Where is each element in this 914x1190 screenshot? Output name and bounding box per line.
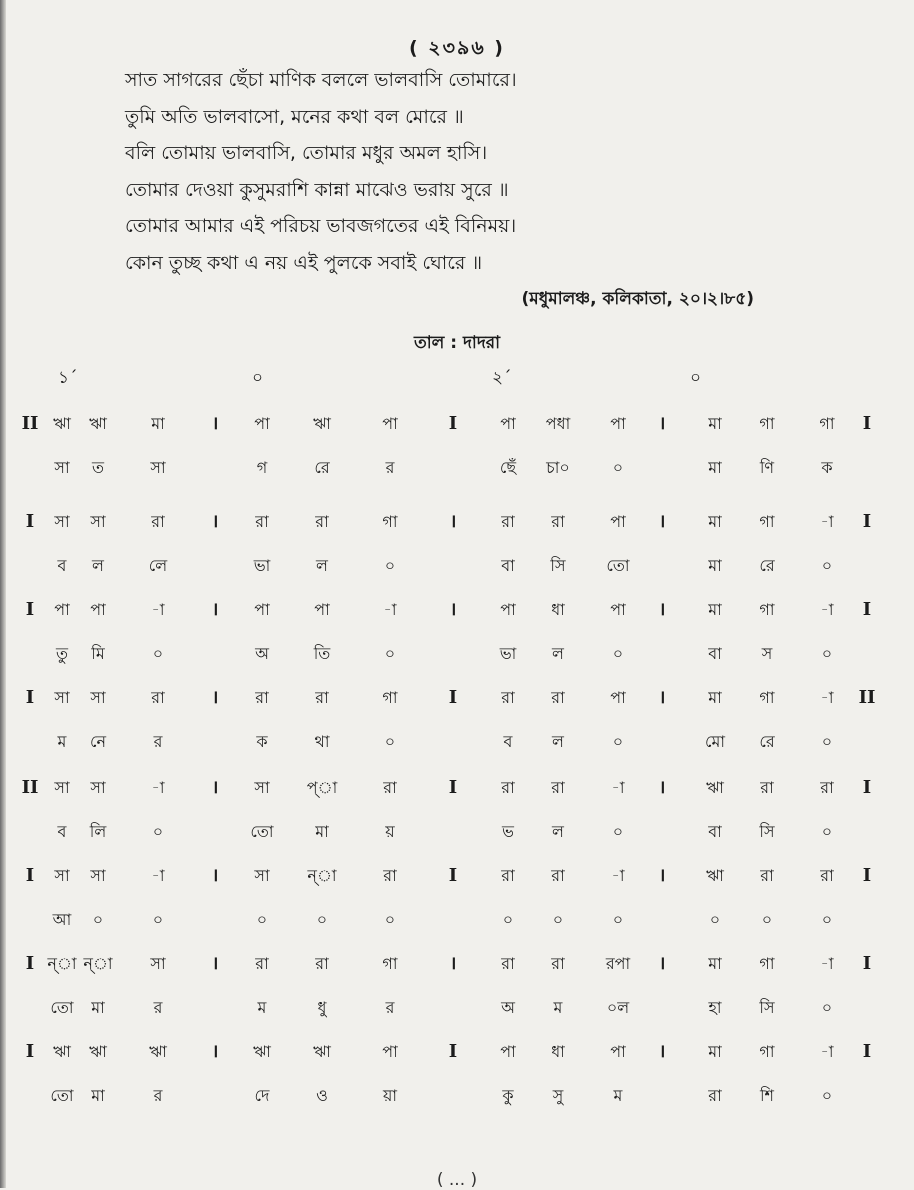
- beat-mark: ০: [690, 368, 702, 388]
- note-row: [0, 504, 914, 540]
- syllable-cell: মো: [704, 732, 726, 751]
- note-cell: মা: [708, 954, 722, 973]
- syllable-cell: ০: [761, 910, 773, 929]
- note-row: [0, 406, 914, 442]
- bar-line: ।: [449, 953, 457, 974]
- bar-line: ।: [449, 599, 457, 620]
- bar-line: ।: [658, 511, 666, 532]
- syllable-cell: য়: [385, 822, 395, 841]
- syllable-cell: নে: [89, 732, 107, 751]
- syllable-cell: য়া: [382, 1086, 398, 1105]
- note-cell: ঋা: [253, 1042, 271, 1061]
- note-cell: সা: [90, 778, 106, 797]
- syllable-cell: তো: [50, 998, 74, 1017]
- syllable-cell: ম: [57, 732, 67, 751]
- note-cell: রা: [501, 778, 515, 797]
- note-cell: ঋা: [89, 414, 107, 433]
- note-row: [0, 680, 914, 716]
- bar-line: ।: [658, 953, 666, 974]
- note-cell: রা: [383, 866, 397, 885]
- note-cell: পা: [610, 512, 626, 531]
- syllable-cell: ব: [503, 732, 513, 751]
- note-cell: পা: [54, 600, 70, 619]
- syllable-row: [0, 724, 914, 760]
- note-cell: গা: [759, 954, 775, 973]
- note-cell: রা: [501, 866, 515, 885]
- syllable-cell: তো: [606, 556, 630, 575]
- syllable-cell: র: [153, 998, 163, 1017]
- syllable-cell: সা: [150, 458, 166, 477]
- syllable-cell: রা: [708, 1086, 722, 1105]
- syllable-cell: ০: [384, 644, 396, 663]
- note-cell: পা: [610, 414, 626, 433]
- note-cell: -া: [820, 512, 834, 531]
- bar-line: ।: [658, 599, 666, 620]
- notation-block: [0, 940, 914, 1026]
- note-cell: পা: [254, 600, 270, 619]
- note-cell: -া: [151, 866, 165, 885]
- note-cell: মা: [708, 414, 722, 433]
- syllable-cell: ০: [316, 910, 328, 929]
- syllable-cell: মা: [315, 822, 329, 841]
- note-cell: রা: [255, 512, 269, 531]
- syllable-cell: ০ল: [606, 998, 630, 1017]
- syllable-cell: ম: [613, 1086, 623, 1105]
- beat-mark: ১´: [58, 368, 78, 388]
- bar-line: I: [862, 865, 872, 886]
- syllable-cell: মা: [91, 1086, 105, 1105]
- bar-line: ।: [658, 777, 666, 798]
- syllable-cell: ম: [257, 998, 267, 1017]
- bar-line: ।: [211, 687, 219, 708]
- source-citation: (মধুমালঞ্চ, কলিকাতা, ২০।২।৮৫): [521, 289, 754, 309]
- syllable-cell: ০: [821, 644, 833, 663]
- note-cell: গা: [759, 512, 775, 531]
- notation-block: [0, 674, 914, 760]
- note-cell: -া: [151, 600, 165, 619]
- bar-line: I: [448, 687, 458, 708]
- syllable-cell: ভা: [253, 556, 271, 575]
- bar-line: I: [25, 1041, 35, 1062]
- note-cell: মা: [708, 600, 722, 619]
- bar-line: II: [21, 777, 39, 798]
- bar-line: ।: [211, 599, 219, 620]
- notation-block: [0, 586, 914, 672]
- syllable-cell: লে: [148, 556, 168, 575]
- note-cell: রা: [820, 866, 834, 885]
- lyrics-block: [125, 62, 825, 281]
- page-footer-mark: ( ... ): [436, 1170, 478, 1190]
- note-cell: রা: [501, 512, 515, 531]
- syllable-cell: রে: [759, 732, 775, 751]
- note-cell: ঋা: [313, 414, 331, 433]
- syllable-cell: ০: [612, 644, 624, 663]
- notation-block: [0, 852, 914, 938]
- lyric-line: তোমার আমার এই পরিচয় ভাবজগতের এই বিনিময়।: [125, 215, 517, 237]
- syllable-cell: গ: [256, 458, 268, 477]
- note-cell: ঋা: [706, 866, 724, 885]
- note-cell: রা: [551, 866, 565, 885]
- bar-line: ।: [658, 865, 666, 886]
- note-cell: পা: [610, 600, 626, 619]
- note-cell: ঋা: [149, 1042, 167, 1061]
- note-cell: -া: [820, 600, 834, 619]
- note-cell: রা: [151, 688, 165, 707]
- note-cell: সা: [90, 512, 106, 531]
- note-cell: মা: [708, 512, 722, 531]
- note-cell: ঋা: [313, 1042, 331, 1061]
- syllable-cell: সি: [759, 998, 775, 1017]
- note-cell: মা: [708, 688, 722, 707]
- syllable-row: [0, 1078, 914, 1114]
- syllable-cell: সা: [54, 458, 70, 477]
- note-cell: পা: [610, 1042, 626, 1061]
- syllable-cell: সি: [550, 556, 566, 575]
- note-cell: পা: [500, 414, 516, 433]
- note-cell: রা: [551, 778, 565, 797]
- beat-mark: ২´: [492, 368, 512, 388]
- syllable-cell: ০: [612, 458, 624, 477]
- syllable-cell: বা: [708, 822, 722, 841]
- syllable-cell: ল: [552, 822, 564, 841]
- song-number: ( ২৩৯৬ ): [409, 37, 505, 59]
- syllable-cell: র: [153, 732, 163, 751]
- note-cell: রা: [501, 954, 515, 973]
- syllable-cell: তো: [50, 1086, 74, 1105]
- note-cell: প্া: [306, 778, 338, 797]
- note-cell: রা: [760, 866, 774, 885]
- syllable-cell: মা: [708, 556, 722, 575]
- bar-line: I: [862, 413, 872, 434]
- note-cell: -া: [611, 866, 625, 885]
- note-cell: ন্া: [83, 954, 113, 973]
- note-cell: সা: [254, 866, 270, 885]
- note-cell: পা: [500, 600, 516, 619]
- syllable-cell: কু: [502, 1086, 514, 1105]
- note-cell: -া: [820, 1042, 834, 1061]
- note-row: [0, 770, 914, 806]
- syllable-cell: চা০: [546, 458, 570, 477]
- syllable-cell: বা: [501, 556, 515, 575]
- syllable-cell: মা: [708, 458, 722, 477]
- syllable-cell: ০: [821, 732, 833, 751]
- note-cell: সা: [54, 778, 70, 797]
- note-cell: মা: [708, 1042, 722, 1061]
- note-cell: ন্া: [307, 866, 337, 885]
- syllable-cell: ০: [821, 910, 833, 929]
- syllable-cell: ব: [57, 556, 67, 575]
- syllable-cell: ০: [384, 556, 396, 575]
- syllable-cell: ভা: [499, 644, 517, 663]
- bar-line: I: [25, 953, 35, 974]
- note-cell: গা: [382, 954, 398, 973]
- syllable-cell: অ: [255, 644, 269, 663]
- syllable-cell: ০: [256, 910, 268, 929]
- syllable-cell: ল: [92, 556, 104, 575]
- syllable-cell: ০: [612, 732, 624, 751]
- syllable-cell: ০: [152, 910, 164, 929]
- syllable-cell: র: [153, 1086, 163, 1105]
- note-cell: রা: [551, 512, 565, 531]
- syllable-cell: ত: [91, 458, 104, 477]
- note-cell: রা: [151, 512, 165, 531]
- syllable-cell: সু: [552, 1086, 564, 1105]
- syllable-cell: ০: [612, 822, 624, 841]
- bar-line: I: [25, 511, 35, 532]
- note-row: [0, 1034, 914, 1070]
- syllable-cell: ০: [92, 910, 104, 929]
- note-cell: পা: [314, 600, 330, 619]
- syllable-row: [0, 902, 914, 938]
- syllable-row: [0, 636, 914, 672]
- note-cell: ঋা: [53, 1042, 71, 1061]
- syllable-cell: ল: [552, 644, 564, 663]
- note-cell: ঋা: [89, 1042, 107, 1061]
- syllable-cell: আ: [52, 910, 72, 929]
- bar-line: I: [862, 1041, 872, 1062]
- syllable-cell: বা: [708, 644, 722, 663]
- syllable-cell: ০: [152, 644, 164, 663]
- note-cell: রা: [760, 778, 774, 797]
- syllable-cell: রে: [314, 458, 330, 477]
- syllable-cell: ০: [821, 822, 833, 841]
- tala-heading: তাল : দাদরা: [413, 333, 501, 353]
- syllable-cell: স: [761, 644, 773, 663]
- note-cell: রা: [315, 954, 329, 973]
- note-cell: পা: [254, 414, 270, 433]
- syllable-cell: ছেঁ: [499, 458, 517, 477]
- syllable-row: [0, 990, 914, 1026]
- bar-line: I: [862, 599, 872, 620]
- syllable-cell: ম: [553, 998, 563, 1017]
- note-cell: রপা: [605, 954, 631, 973]
- note-cell: ঋা: [706, 778, 724, 797]
- note-cell: মা: [151, 414, 165, 433]
- note-cell: -া: [383, 600, 397, 619]
- syllable-row: [0, 450, 914, 486]
- note-cell: সা: [54, 866, 70, 885]
- note-cell: রা: [315, 688, 329, 707]
- note-cell: ধা: [551, 600, 565, 619]
- syllable-cell: ০: [502, 910, 514, 929]
- note-cell: -া: [151, 778, 165, 797]
- syllable-cell: লি: [89, 822, 107, 841]
- notation-block: [0, 498, 914, 584]
- notation-block: [0, 764, 914, 850]
- bar-line: ।: [658, 687, 666, 708]
- lyric-line: তুমি অতি ভালবাসো, মনের কথা বল মোরে ॥: [125, 105, 464, 128]
- note-cell: সা: [150, 954, 166, 973]
- note-cell: সা: [254, 778, 270, 797]
- note-cell: সা: [90, 866, 106, 885]
- note-cell: সা: [54, 512, 70, 531]
- note-cell: -া: [820, 688, 834, 707]
- note-cell: পা: [382, 1042, 398, 1061]
- note-cell: পা: [90, 600, 106, 619]
- bar-line: II: [21, 413, 39, 434]
- syllable-cell: ক: [821, 458, 833, 477]
- syllable-cell: ০: [821, 556, 833, 575]
- bar-line: I: [448, 777, 458, 798]
- syllable-cell: ল: [316, 556, 328, 575]
- syllable-row: [0, 814, 914, 850]
- lyric-line: বলি তোমায় ভালবাসি, তোমার মধুর অমল হাসি।: [125, 142, 488, 164]
- syllable-cell: ০: [384, 910, 396, 929]
- beat-marks-row: [0, 365, 914, 393]
- note-cell: গা: [819, 414, 835, 433]
- syllable-cell: ০: [384, 732, 396, 751]
- notation-block: [0, 400, 914, 486]
- bar-line: I: [448, 865, 458, 886]
- bar-line: I: [862, 953, 872, 974]
- syllable-cell: ০: [709, 910, 721, 929]
- bar-line: II: [858, 687, 876, 708]
- syllable-cell: ০: [152, 822, 164, 841]
- syllable-cell: শি: [759, 1086, 775, 1105]
- note-cell: -া: [611, 778, 625, 797]
- lyric-line: সাত সাগরের ছেঁচা মাণিক বললে ভালবাসি তোমারে।: [125, 69, 517, 91]
- bar-line: ।: [211, 865, 219, 886]
- note-cell: গা: [759, 1042, 775, 1061]
- bar-line: I: [25, 865, 35, 886]
- syllable-cell: র: [385, 998, 395, 1017]
- note-cell: রা: [551, 688, 565, 707]
- syllable-cell: ভ: [502, 822, 514, 841]
- note-cell: রা: [551, 954, 565, 973]
- bar-line: ।: [211, 953, 219, 974]
- syllable-cell: তি: [313, 644, 331, 663]
- bar-line: I: [448, 413, 458, 434]
- bar-line: I: [862, 777, 872, 798]
- bar-line: ।: [658, 413, 666, 434]
- syllable-cell: ক: [256, 732, 268, 751]
- bar-line: ।: [449, 511, 457, 532]
- note-cell: রা: [820, 778, 834, 797]
- syllable-cell: অ: [501, 998, 515, 1017]
- note-row: [0, 946, 914, 982]
- note-cell: গা: [382, 512, 398, 531]
- syllable-cell: দে: [254, 1086, 270, 1105]
- beat-mark: ০: [252, 368, 264, 388]
- syllable-cell: ধু: [317, 998, 327, 1017]
- syllable-cell: ণি: [759, 458, 775, 477]
- syllable-cell: ০: [612, 910, 624, 929]
- syllable-cell: ব: [57, 822, 67, 841]
- syllable-cell: সি: [759, 822, 775, 841]
- syllable-cell: তু: [55, 644, 68, 663]
- note-cell: গা: [382, 688, 398, 707]
- note-cell: ঋা: [53, 414, 71, 433]
- syllable-cell: র: [385, 458, 395, 477]
- bar-line: ।: [211, 777, 219, 798]
- bar-line: ।: [211, 413, 219, 434]
- syllable-cell: ল: [552, 732, 564, 751]
- lyric-line: কোন তুচ্ছ কথা এ নয় এই পুলকে সবাই ঘোরে ॥: [125, 251, 483, 274]
- note-cell: পা: [382, 414, 398, 433]
- syllable-cell: ও: [316, 1086, 328, 1105]
- note-cell: রা: [255, 688, 269, 707]
- note-cell: রা: [255, 954, 269, 973]
- syllable-cell: ০: [552, 910, 564, 929]
- note-cell: গা: [759, 688, 775, 707]
- note-cell: পধা: [545, 414, 571, 433]
- syllable-cell: তো: [250, 822, 274, 841]
- note-cell: পা: [500, 1042, 516, 1061]
- notation-block: [0, 1028, 914, 1114]
- note-cell: রা: [501, 688, 515, 707]
- note-cell: রা: [383, 778, 397, 797]
- syllable-cell: থা: [314, 732, 330, 751]
- bar-line: I: [448, 1041, 458, 1062]
- note-row: [0, 858, 914, 894]
- syllable-row: [0, 548, 914, 584]
- bar-line: ।: [658, 1041, 666, 1062]
- note-cell: ধা: [551, 1042, 565, 1061]
- note-cell: পা: [610, 688, 626, 707]
- note-cell: গা: [759, 414, 775, 433]
- syllable-cell: ০: [821, 1086, 833, 1105]
- bar-line: I: [25, 599, 35, 620]
- note-cell: রা: [315, 512, 329, 531]
- note-cell: -া: [820, 954, 834, 973]
- note-row: [0, 592, 914, 628]
- syllable-cell: মা: [91, 998, 105, 1017]
- syllable-cell: মি: [91, 644, 105, 663]
- bar-line: ।: [211, 1041, 219, 1062]
- note-cell: সা: [90, 688, 106, 707]
- bar-line: I: [25, 687, 35, 708]
- syllable-cell: ০: [821, 998, 833, 1017]
- syllable-cell: রে: [759, 556, 775, 575]
- note-cell: সা: [54, 688, 70, 707]
- syllable-cell: হা: [708, 998, 722, 1017]
- lyric-line: তোমার দেওয়া কুসুমরাশি কান্না মাঝেও ভরায় সুরে ॥: [125, 178, 509, 201]
- bar-line: ।: [211, 511, 219, 532]
- bar-line: I: [862, 511, 872, 532]
- note-cell: গা: [759, 600, 775, 619]
- note-cell: ন্া: [47, 954, 77, 973]
